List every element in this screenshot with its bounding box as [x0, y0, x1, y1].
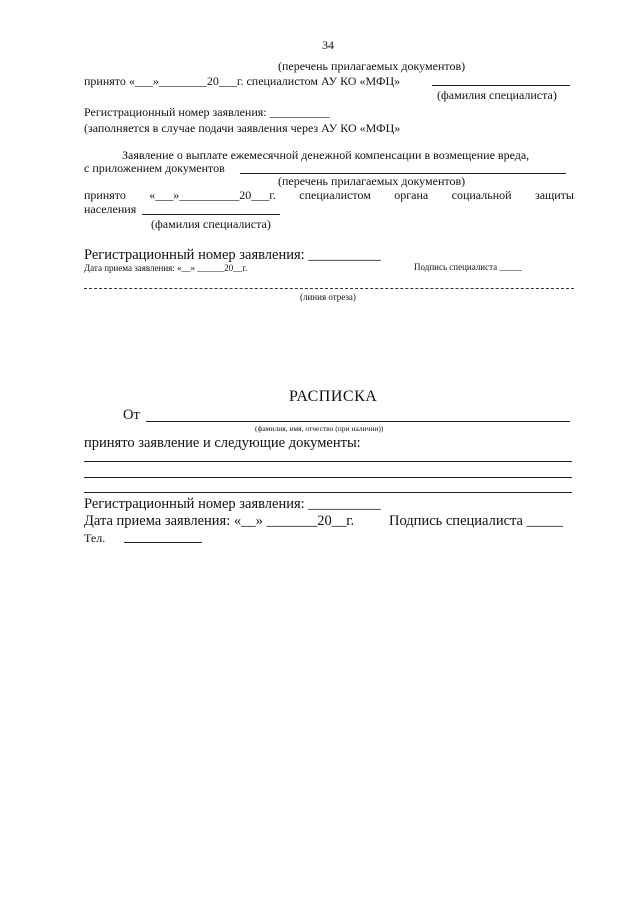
- receipt-tel-line: [124, 542, 202, 543]
- mfc-accepted-line: принято «___»________20___г. специалистом АУ КО «МФЦ»: [84, 74, 401, 88]
- receipt-from-label: От: [123, 407, 140, 423]
- receipt-signature-label: Подпись специалиста _____: [389, 513, 563, 529]
- cut-line: [84, 288, 574, 289]
- receipt-docs-line-2: [84, 477, 572, 478]
- cut-line-caption: (линия отреза): [300, 292, 356, 302]
- mfc-reg-number: Регистрационный номер заявления: __________: [84, 105, 330, 119]
- social-accepted-line: принято «___»__________20___г. специалистом органа социальной защиты: [84, 188, 574, 202]
- social-specialist-line: [142, 214, 280, 215]
- application-line-1: Заявление о выплате ежемесячной денежной компенсации в возмещение вреда,: [122, 148, 530, 162]
- receipt-accepted-docs: принято заявление и следующие документы:: [84, 435, 361, 451]
- social-docs-caption: (перечень прилагаемых документов): [278, 174, 466, 188]
- receipt-docs-line-1: [84, 461, 572, 462]
- social-specialist-caption: (фамилия специалиста): [151, 217, 271, 231]
- application-line-2: с приложением документов: [84, 161, 225, 175]
- receipt-from-line: [146, 421, 570, 422]
- social-reg-number: Регистрационный номер заявления: __________: [84, 247, 381, 263]
- mfc-specialist-line: [432, 85, 570, 86]
- mfc-specialist-caption: (фамилия специалиста): [437, 88, 557, 102]
- receipt-title: РАСПИСКА: [289, 388, 378, 405]
- page-number: 34: [322, 38, 334, 52]
- receipt-reg-number: Регистрационный номер заявления: __________: [84, 496, 381, 512]
- receipt-name-caption: (фамилия, имя, отчество (при наличии)): [255, 424, 384, 433]
- social-signature-label: Подпись специалиста _____: [414, 262, 522, 272]
- receipt-tel-label: Тел.: [84, 531, 106, 545]
- social-population-label: населения: [84, 202, 137, 216]
- receipt-date-label: Дата приема заявления: «__» _______20__г.: [84, 513, 355, 529]
- receipt-docs-line-3: [84, 492, 572, 493]
- mfc-fill-note: (заполняется в случае подачи заявления через АУ КО «МФЦ»: [84, 121, 401, 135]
- mfc-docs-caption: (перечень прилагаемых документов): [278, 59, 466, 73]
- social-date-label: Дата приема заявления: «__» ______20__г.: [84, 263, 248, 273]
